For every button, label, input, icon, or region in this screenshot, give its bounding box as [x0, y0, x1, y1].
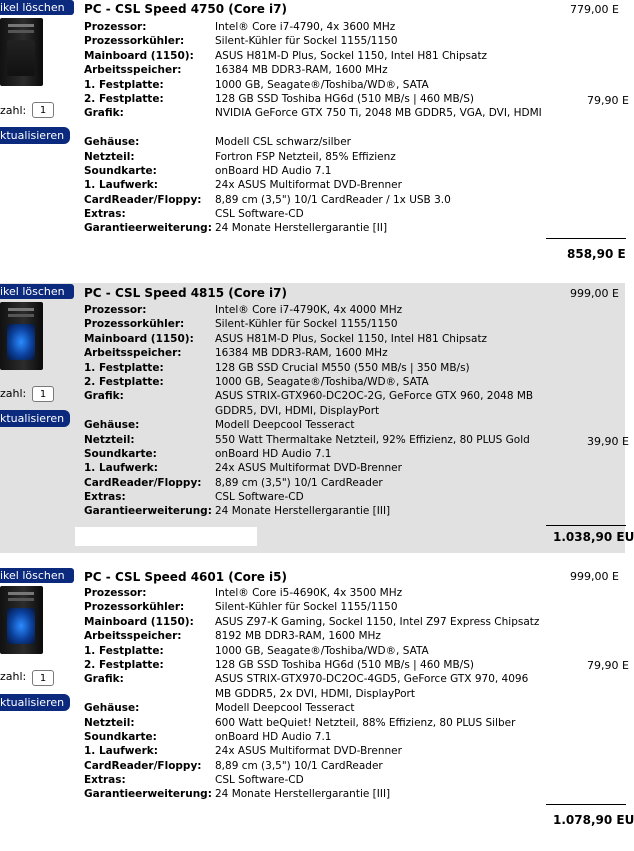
spec-key: 1. Laufwerk: — [84, 462, 158, 475]
item-total: 1.078,90 EU — [553, 813, 634, 827]
spec-value: CSL Software-CD — [215, 491, 304, 504]
spec-row — [84, 361, 547, 375]
extra-price: 79,90 E — [587, 94, 629, 107]
spec-row — [84, 504, 547, 518]
spec-key: 1. Laufwerk: — [84, 179, 158, 192]
spec-key: Arbeitsspeicher: — [84, 347, 182, 360]
spec-row — [84, 447, 547, 461]
spec-value: ASUS STRIX-GTX960-DC2OC-2G, GeForce GTX 960, 2048 MB GDDR5, DVI, HDMI, DisplayPort — [215, 390, 534, 417]
spec-row — [84, 644, 547, 658]
product-thumbnail[interactable] — [0, 302, 43, 370]
spec-value: Silent-Kühler für Sockel 1155/1150 — [215, 318, 398, 331]
spec-value: ASUS H81M-D Plus, Sockel 1150, Intel H81 Chipsatz — [215, 49, 488, 62]
spec-key: CardReader/Floppy: — [84, 476, 202, 489]
delete-item-button[interactable]: ikel löschen — [0, 284, 74, 299]
spec-value: onBoard HD Audio 7.1 — [215, 164, 332, 177]
spec-row — [84, 730, 547, 744]
spec-row — [84, 716, 547, 730]
spec-value: 24x ASUS Multiformat DVD-Brenner — [215, 745, 402, 758]
spec-value: 128 GB SSD Crucial M550 (550 MB/s | 350 MB/s) — [215, 361, 470, 374]
spec-value: 24x ASUS Multiformat DVD-Brenner — [215, 462, 402, 475]
spec-row — [84, 332, 547, 346]
spec-value: Modell Deepcool Tesseract — [215, 702, 355, 715]
spec-key: Gehäuse: — [84, 136, 140, 149]
cart-item-2 — [0, 283, 634, 553]
spec-row — [84, 63, 547, 77]
quantity-label: zahl: — [0, 104, 27, 117]
spec-key: 2. Festplatte: — [84, 375, 164, 388]
subtotal-divider — [546, 804, 626, 805]
spec-key: Prozessor: — [84, 304, 147, 316]
spec-row — [84, 389, 547, 418]
spec-row — [84, 787, 547, 801]
spec-key: Mainboard (1150): — [84, 49, 194, 62]
quantity-input[interactable]: 1 — [32, 102, 54, 118]
item-total: 1.038,90 EU — [553, 530, 634, 544]
product-price: 999,00 E — [570, 287, 619, 300]
spec-row — [84, 178, 547, 192]
spec-value: Intel® Core i7-4790K, 4x 4000 MHz — [215, 304, 403, 316]
spec-row — [84, 346, 547, 360]
update-button[interactable]: ktualisieren — [0, 127, 70, 144]
spec-value: ASUS H81M-D Plus, Sockel 1150, Intel H81 Chipsatz — [215, 332, 488, 345]
quantity-label: zahl: — [0, 670, 27, 683]
extra-price: 39,90 E — [587, 435, 629, 448]
quantity-input[interactable]: 1 — [32, 670, 54, 686]
delete-item-button[interactable]: ikel löschen — [0, 568, 74, 583]
spec-value: Modell Deepcool Tesseract — [215, 419, 355, 432]
spec-row — [84, 701, 547, 715]
spec-key: Prozessor: — [84, 21, 147, 33]
spec-row — [84, 600, 547, 614]
spec-value: 1000 GB, Seagate®/Toshiba/WD®, SATA — [215, 375, 429, 388]
spec-value: 8192 MB DDR3-RAM, 1600 MHz — [215, 630, 381, 643]
spec-row — [84, 221, 547, 235]
spec-key: CardReader/Floppy: — [84, 193, 202, 206]
update-button[interactable]: ktualisieren — [0, 410, 70, 427]
spec-row — [84, 207, 547, 221]
spec-row — [84, 20, 547, 34]
spec-key: Netzteil: — [84, 716, 135, 729]
spec-row — [84, 193, 547, 207]
spec-row — [84, 672, 547, 701]
cart-item-3 — [0, 566, 634, 851]
spec-row — [84, 78, 547, 92]
spec-list — [84, 20, 547, 236]
spec-key: Soundkarte: — [84, 730, 157, 743]
spec-row — [84, 615, 547, 629]
spec-key: Mainboard (1150): — [84, 615, 194, 628]
spec-value: 128 GB SSD Toshiba HG6d (510 MB/s | 460 MB/S) — [215, 658, 474, 671]
spec-value: Silent-Kühler für Sockel 1155/1150 — [215, 601, 398, 614]
spec-row — [84, 658, 547, 672]
spec-key: Gehäuse: — [84, 419, 140, 432]
spec-key: Prozessor: — [84, 587, 147, 599]
product-title[interactable]: PC - CSL Speed 4750 (Core i7) — [84, 2, 288, 16]
spec-value: ASUS Z97-K Gaming, Sockel 1150, Intel Z97 Express Chipsatz — [215, 615, 540, 628]
quantity-label: zahl: — [0, 387, 27, 400]
spec-value: 128 GB SSD Toshiba HG6d (510 MB/s | 460 MB/S) — [215, 92, 474, 105]
spec-row — [84, 586, 547, 600]
product-title[interactable]: PC - CSL Speed 4601 (Core i5) — [84, 570, 288, 584]
spec-key: Grafik: — [84, 107, 124, 120]
spec-value: 24x ASUS Multiformat DVD-Brenner — [215, 179, 402, 192]
spec-key: Gehäuse: — [84, 702, 140, 715]
update-button[interactable]: ktualisieren — [0, 694, 70, 711]
spec-key: 2. Festplatte: — [84, 92, 164, 105]
spec-row — [84, 135, 547, 149]
spec-value: 8,89 cm (3,5") 10/1 CardReader / 1x USB 3.0 — [215, 193, 451, 206]
spec-row — [84, 92, 547, 106]
spec-key: Extras: — [84, 774, 126, 787]
spec-key: Netzteil: — [84, 433, 135, 446]
spec-key: Soundkarte: — [84, 164, 157, 177]
spec-row — [84, 375, 547, 389]
spec-row — [84, 744, 547, 758]
spec-key: Grafik: — [84, 390, 124, 403]
spec-key: 1. Festplatte: — [84, 361, 164, 374]
cart-item-1 — [0, 0, 629, 265]
subtotal-divider — [546, 238, 626, 239]
spec-row — [84, 476, 547, 490]
spec-value: onBoard HD Audio 7.1 — [215, 730, 332, 743]
spec-value: CSL Software-CD — [215, 208, 304, 221]
spec-key: Prozessorkühler: — [84, 35, 185, 48]
spec-key: 1. Laufwerk: — [84, 745, 158, 758]
spec-value: ASUS STRIX-GTX970-DC2OC-4GD5, GeForce GTX 970, 4096 MB GDDR5, 2x DVI, HDMI, DisplayPort — [215, 673, 529, 700]
spec-value: Fortron FSP Netzteil, 85% Effizienz — [215, 150, 396, 163]
spec-row — [84, 150, 547, 164]
product-thumbnail[interactable] — [0, 18, 43, 86]
spec-row — [84, 418, 547, 432]
spec-value: 24 Monate Herstellergarantie [III] — [215, 788, 391, 801]
spec-row — [84, 759, 547, 773]
spec-value: Silent-Kühler für Sockel 1155/1150 — [215, 35, 398, 48]
spec-key: Extras: — [84, 208, 126, 221]
spec-list — [84, 586, 547, 802]
spec-value: onBoard HD Audio 7.1 — [215, 447, 332, 460]
spec-row — [84, 164, 547, 178]
spec-key: Prozessorkühler: — [84, 318, 185, 331]
spec-key: Netzteil: — [84, 150, 135, 163]
spec-key: Prozessorkühler: — [84, 601, 185, 614]
spec-value: 8,89 cm (3,5") 10/1 CardReader — [215, 759, 383, 772]
spec-key: Extras: — [84, 491, 126, 504]
spec-value: 550 Watt Thermaltake Netzteil, 92% Effizienz, 80 PLUS Gold — [215, 433, 530, 446]
spec-value: Intel® Core i7-4790, 4x 3600 MHz — [215, 21, 396, 33]
spec-row — [84, 461, 547, 475]
spec-key: Garantieerweiterung: — [84, 222, 212, 235]
product-thumbnail[interactable] — [0, 586, 43, 654]
spec-key: Mainboard (1150): — [84, 332, 194, 345]
spec-row — [84, 773, 547, 787]
spec-row — [84, 49, 547, 63]
spec-value: 600 Watt beQuiet! Netzteil, 88% Effizienz, 80 PLUS Silber — [215, 716, 516, 729]
spec-value: 24 Monate Herstellergarantie [III] — [215, 505, 391, 518]
spec-key: Garantieerweiterung: — [84, 505, 212, 518]
spec-row — [84, 317, 547, 331]
spec-value: 8,89 cm (3,5") 10/1 CardReader — [215, 476, 383, 489]
spec-key: Soundkarte: — [84, 447, 157, 460]
item-total: 858,90 E — [567, 247, 626, 261]
spec-row — [84, 34, 547, 48]
spec-row — [84, 490, 547, 504]
product-price: 999,00 E — [570, 570, 619, 583]
spec-value: NVIDIA GeForce GTX 750 Ti, 2048 MB GDDR5, VGA, DVI, HDMI — [215, 107, 542, 120]
spec-value: 16384 MB DDR3-RAM, 1600 MHz — [215, 347, 388, 360]
spec-key: 1. Festplatte: — [84, 644, 164, 657]
spec-value: CSL Software-CD — [215, 774, 304, 787]
product-title[interactable]: PC - CSL Speed 4815 (Core i7) — [84, 286, 288, 300]
spec-value: 24 Monate Herstellergarantie [II] — [215, 222, 388, 235]
extra-price: 79,90 E — [587, 659, 629, 672]
spec-value: Intel® Core i5-4690K, 4x 3500 MHz — [215, 587, 403, 599]
spec-list — [84, 303, 547, 519]
spec-key: CardReader/Floppy: — [84, 759, 202, 772]
spec-key: Arbeitsspeicher: — [84, 64, 182, 77]
spec-key: 2. Festplatte: — [84, 658, 164, 671]
spec-key: Grafik: — [84, 673, 124, 686]
blank-field — [75, 527, 257, 546]
spec-row — [84, 106, 547, 135]
delete-item-button[interactable]: ikel löschen — [0, 0, 74, 15]
spec-key: Garantieerweiterung: — [84, 788, 212, 801]
spec-value: 16384 MB DDR3-RAM, 1600 MHz — [215, 64, 388, 77]
quantity-input[interactable]: 1 — [32, 386, 54, 402]
product-price: 779,00 E — [570, 3, 619, 16]
spec-value: Modell CSL schwarz/silber — [215, 136, 351, 149]
spec-value: 1000 GB, Seagate®/Toshiba/WD®, SATA — [215, 644, 429, 657]
spec-row — [84, 303, 547, 317]
spec-key: Arbeitsspeicher: — [84, 630, 182, 643]
subtotal-divider — [546, 525, 626, 526]
spec-row — [84, 629, 547, 643]
spec-row — [84, 433, 547, 447]
spec-key: 1. Festplatte: — [84, 78, 164, 91]
spec-value: 1000 GB, Seagate®/Toshiba/WD®, SATA — [215, 78, 429, 91]
